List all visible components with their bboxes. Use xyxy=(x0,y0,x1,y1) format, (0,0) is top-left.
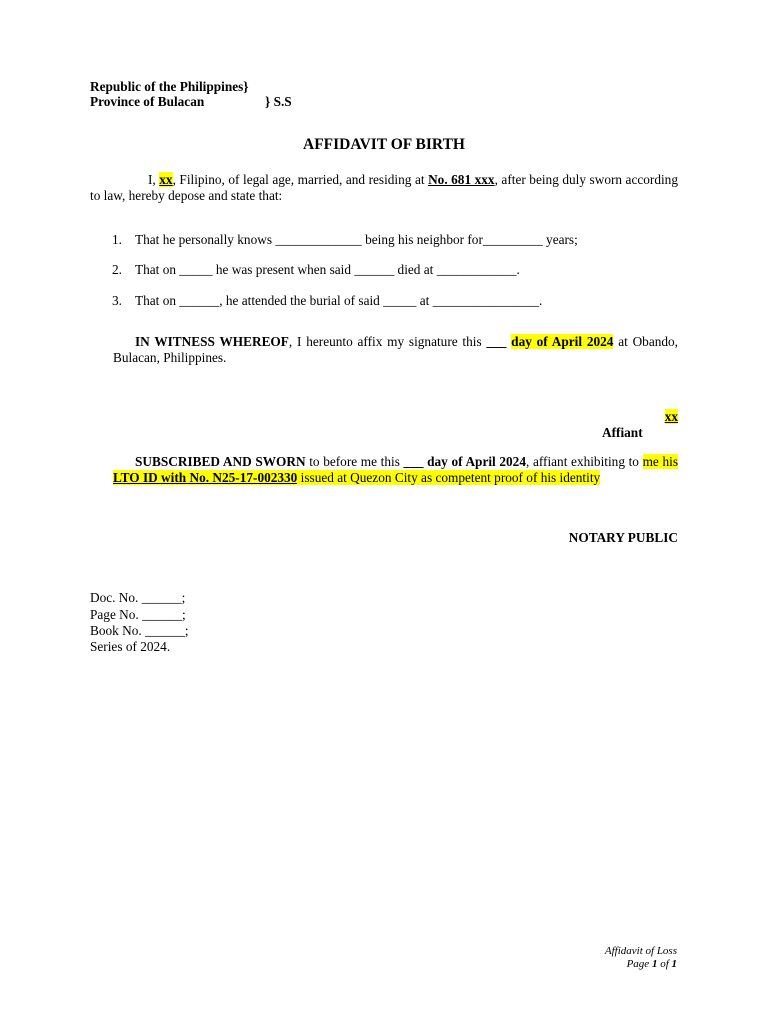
affiant-name-field: xx xyxy=(159,172,173,187)
address-field: No. 681 xxx xyxy=(428,172,495,187)
footer-of-word: of xyxy=(657,958,672,970)
book-no: Book No. ______; xyxy=(90,623,189,638)
witness-day-blank: ___ xyxy=(486,334,507,349)
item-text-1: That he personally knows _____________ being his neighbor for_________ years; xyxy=(135,232,578,247)
affiant-signature-block xyxy=(560,409,678,425)
page-no: Page No. ______; xyxy=(90,607,186,622)
subscribed-text-2: , affiant exhibiting to xyxy=(525,454,643,469)
subscribed-paragraph xyxy=(113,454,678,485)
lto-id-field: LTO ID with No. N25-17-002330 xyxy=(113,469,298,485)
notary-public-label: NOTARY PUBLIC xyxy=(568,530,678,545)
witness-text-1: , I hereunto affix my signature this xyxy=(288,334,487,349)
footer-total-pages: 1 xyxy=(671,958,677,970)
footer-page-number xyxy=(480,958,677,971)
witness-text-2: at Obando, Bulacan, Philippines. xyxy=(113,334,678,365)
item-text-3: That on ______, he attended the burial of said _____ at ________________. xyxy=(135,293,543,308)
series-year: Series of 2024. xyxy=(90,639,171,654)
item-number-2: 2. xyxy=(112,262,122,277)
affiant-signature-name: xx xyxy=(664,409,678,424)
subscribed-highlight-1: me his xyxy=(642,454,678,469)
item-number-1: 1. xyxy=(112,232,122,247)
intro-text-3: , after being duly sworn according to law, hereby depose and state that: xyxy=(90,172,678,203)
witness-date: day of April 2024 xyxy=(511,334,614,349)
item-text-2: That on _____ he was present when said ______ died at ____________. xyxy=(135,262,520,277)
doc-no: Doc. No. ______; xyxy=(90,590,186,605)
header-province: Province of Bulacan xyxy=(90,94,205,109)
header-republic: Republic of the Philippines} xyxy=(90,79,249,94)
witness-paragraph xyxy=(113,334,678,365)
affiant-label: Affiant xyxy=(602,425,643,440)
intro-text-2: , Filipino, of legal age, married, and residing at xyxy=(172,172,429,187)
document-title: AFFIDAVIT OF BIRTH xyxy=(303,136,465,153)
subscribed-highlight-2: issued at Quezon City as competent proof of his identity xyxy=(297,469,601,485)
header-ss: } S.S xyxy=(265,94,292,109)
subscribed-day-blank: ___ xyxy=(403,454,424,469)
footer-page-word: Page xyxy=(626,958,652,970)
subscribed-text-1: to before me this xyxy=(305,454,404,469)
footer-title: Affidavit of Loss xyxy=(604,945,677,957)
subscribed-date: day of April 2024 xyxy=(423,454,526,469)
intro-paragraph xyxy=(90,172,678,203)
item-number-3: 3. xyxy=(112,293,122,308)
subscribed-lead: SUBSCRIBED AND SWORN xyxy=(135,454,306,469)
intro-text-1: I, xyxy=(148,172,160,187)
footer-current-page: 1 xyxy=(651,958,658,970)
witness-lead: IN WITNESS WHEREOF xyxy=(135,334,289,349)
